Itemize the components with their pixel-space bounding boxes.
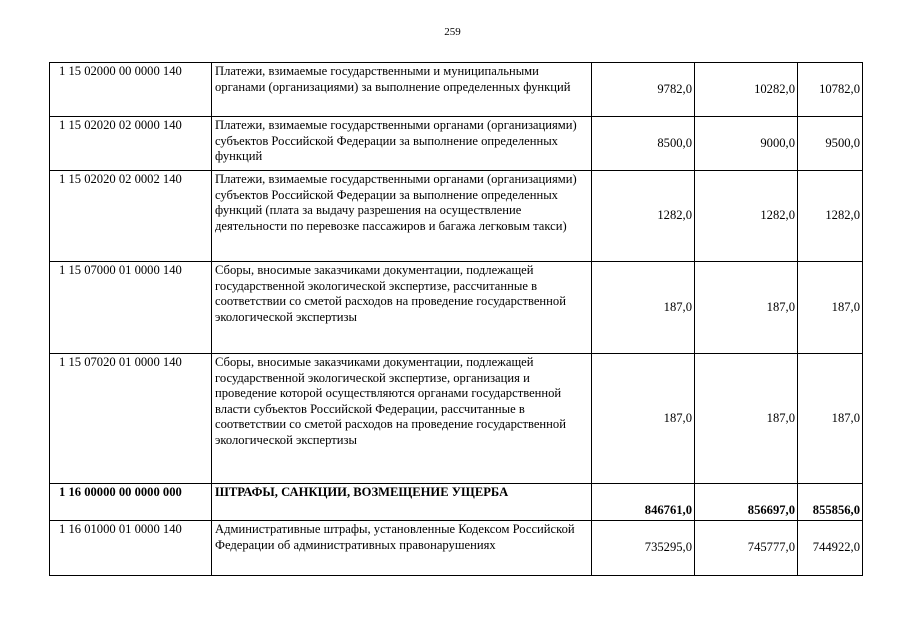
page-number: 259 (444, 26, 461, 38)
row-code: 1 15 02020 02 0000 140 (50, 117, 212, 171)
row-name: Платежи, взимаемые государственными органами (организациями) субъектов Российской Федерации за выполнение определенных функций (плата за выдачу разрешения на осуществление деятельности по перевозке пассажиров и багажа легковым такси) (212, 171, 592, 262)
row-value-1: 9782,0 (592, 63, 695, 117)
row-code: 1 15 07000 01 0000 140 (50, 262, 212, 354)
row-value-3: 1282,0 (798, 171, 863, 262)
table-row (50, 262, 863, 354)
row-code: 1 15 02020 02 0002 140 (50, 171, 212, 262)
table-row (50, 117, 863, 171)
row-value-2: 745777,0 (695, 521, 798, 576)
budget-table (49, 62, 863, 576)
row-value-3: 855856,0 (798, 484, 863, 521)
row-value-2: 10282,0 (695, 63, 798, 117)
row-value-1: 8500,0 (592, 117, 695, 171)
row-name: Платежи, взимаемые государственными и муниципальными органами (организациями) за выполнение определенных функций (212, 63, 592, 117)
row-value-3: 744922,0 (798, 521, 863, 576)
row-value-1: 735295,0 (592, 521, 695, 576)
row-name: ШТРАФЫ, САНКЦИИ, ВОЗМЕЩЕНИЕ УЩЕРБА (212, 484, 592, 521)
table-row (50, 171, 863, 262)
table-row (50, 354, 863, 484)
table-row (50, 521, 863, 576)
row-value-1: 846761,0 (592, 484, 695, 521)
row-name: Платежи, взимаемые государственными органами (организациями) субъектов Российской Федерации за выполнение определенных функций (212, 117, 592, 171)
table-row (50, 484, 863, 521)
row-value-3: 187,0 (798, 354, 863, 484)
row-value-3: 10782,0 (798, 63, 863, 117)
row-value-1: 187,0 (592, 262, 695, 354)
row-value-2: 187,0 (695, 354, 798, 484)
row-code: 1 16 00000 00 0000 000 (50, 484, 212, 521)
row-value-2: 9000,0 (695, 117, 798, 171)
row-value-2: 856697,0 (695, 484, 798, 521)
row-value-1: 187,0 (592, 354, 695, 484)
row-name: Административные штрафы, установленные Кодексом Российской Федерации об административных правонарушениях (212, 521, 592, 576)
row-code: 1 15 02000 00 0000 140 (50, 63, 212, 117)
row-value-2: 187,0 (695, 262, 798, 354)
row-value-1: 1282,0 (592, 171, 695, 262)
table-row (50, 63, 863, 117)
row-code: 1 15 07020 01 0000 140 (50, 354, 212, 484)
row-value-3: 9500,0 (798, 117, 863, 171)
row-name: Сборы, вносимые заказчиками документации, подлежащей государственной экологической экспертизе, организация и проведение которой осуществляются органами государственной власти субъектов Российской Федерации, рассчитанные в соответствии со сметой расходов на проведение государственной экологической экспертизы (212, 354, 592, 484)
row-value-2: 1282,0 (695, 171, 798, 262)
row-value-3: 187,0 (798, 262, 863, 354)
row-code: 1 16 01000 01 0000 140 (50, 521, 212, 576)
row-name: Сборы, вносимые заказчиками документации, подлежащей государственной экологической экспертизе, рассчитанные в соответствии со сметой расходов на проведение государственной экологической экспертизы (212, 262, 592, 354)
